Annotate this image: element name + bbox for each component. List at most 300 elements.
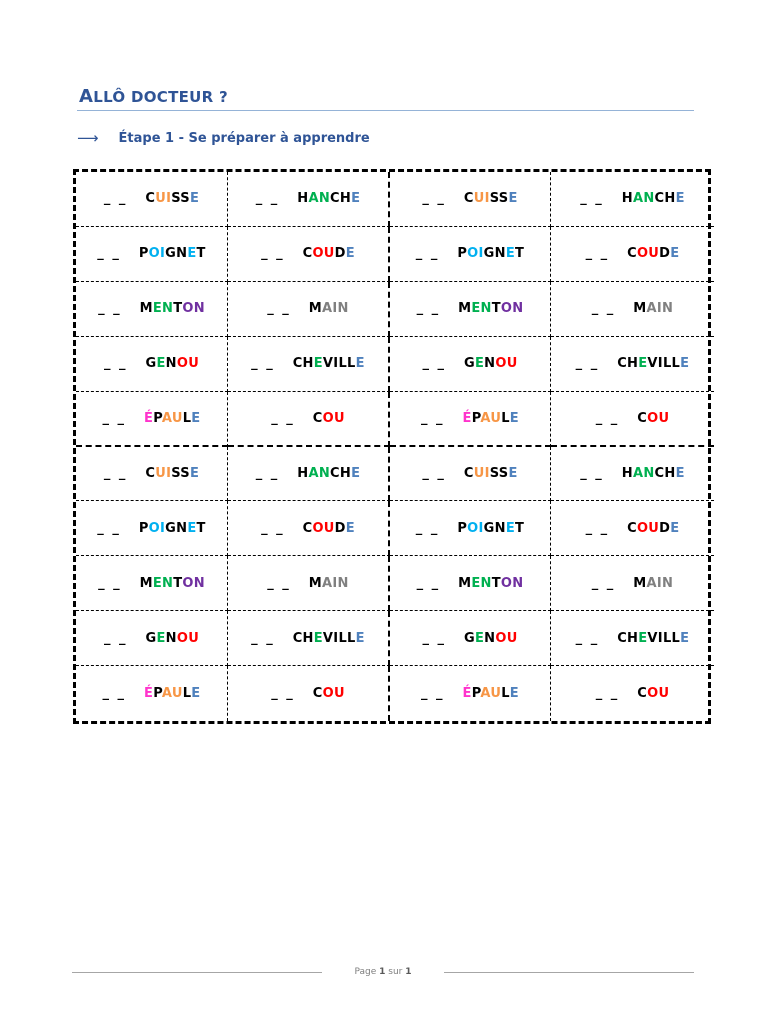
- word-label: [463, 686, 519, 701]
- word-letter: H: [302, 630, 314, 646]
- word-letter: C: [627, 246, 637, 262]
- word-letter: T: [173, 575, 183, 591]
- word-letter: E: [505, 520, 516, 536]
- word-letter: O: [148, 246, 161, 262]
- blank-line: _ _: [415, 520, 440, 536]
- word-card: [551, 282, 714, 337]
- word-letter: E: [313, 630, 323, 646]
- word-letter: O: [500, 575, 513, 591]
- word-label: [464, 356, 518, 371]
- word-letter: E: [675, 465, 685, 481]
- word-letter: C: [145, 191, 156, 207]
- word-letter: N: [643, 191, 655, 207]
- word-letter: S: [489, 191, 499, 207]
- word-card: [76, 611, 228, 666]
- word-letter: U: [333, 410, 345, 426]
- word-card: [228, 337, 390, 392]
- word-letter: U: [473, 465, 485, 481]
- word-label: [313, 411, 345, 426]
- word-letter: E: [187, 246, 197, 262]
- word-letter: N: [643, 465, 655, 481]
- word-label: [617, 631, 689, 646]
- word-letter: E: [474, 356, 485, 372]
- word-letter: M: [308, 575, 323, 591]
- blank-line: _ _: [103, 191, 128, 207]
- word-letter: A: [308, 465, 319, 481]
- word-letter: E: [680, 356, 690, 372]
- word-card-grid: [73, 169, 711, 724]
- word-letter: N: [480, 301, 492, 317]
- word-letter: M: [139, 575, 153, 591]
- word-letter: N: [494, 246, 506, 262]
- word-letter: H: [297, 191, 309, 207]
- word-letter: O: [500, 301, 513, 317]
- blank-line: _ _: [595, 686, 620, 702]
- word-letter: O: [495, 356, 507, 372]
- word-letter: O: [182, 301, 194, 317]
- word-letter: G: [463, 356, 475, 372]
- word-letter: C: [463, 465, 474, 481]
- word-letter: U: [506, 630, 518, 646]
- word-letter: L: [182, 410, 192, 426]
- word-letter: U: [506, 356, 518, 372]
- word-card: [390, 227, 551, 282]
- word-letter: L: [338, 356, 348, 372]
- word-card: [228, 666, 390, 721]
- word-letter: O: [636, 246, 649, 262]
- word-letter: A: [161, 410, 172, 426]
- word-letter: A: [308, 191, 319, 207]
- word-card: [76, 666, 228, 721]
- word-letter: L: [347, 356, 356, 372]
- word-letter: E: [471, 301, 481, 317]
- word-letter: O: [312, 520, 324, 536]
- word-letter: N: [662, 575, 674, 591]
- word-letter: M: [633, 575, 647, 591]
- word-letter: E: [680, 630, 690, 646]
- word-letter: C: [654, 191, 665, 207]
- word-letter: U: [155, 191, 167, 207]
- word-letter: S: [180, 465, 190, 481]
- word-letter: E: [152, 301, 163, 317]
- blank-line: _ _: [585, 246, 610, 262]
- word-letter: U: [490, 686, 502, 702]
- footer-rule-right: [444, 972, 694, 973]
- word-letter: C: [302, 520, 313, 536]
- word-card: [228, 282, 390, 337]
- word-card: [551, 172, 714, 227]
- word-letter: M: [633, 301, 647, 317]
- word-letter: U: [473, 191, 485, 207]
- word-letter: H: [339, 191, 352, 207]
- word-letter: N: [162, 575, 174, 591]
- word-letter: L: [338, 630, 348, 646]
- word-letter: T: [515, 246, 525, 262]
- blank-line: _ _: [267, 301, 291, 317]
- word-letter: S: [498, 191, 509, 207]
- blank-line: _ _: [421, 410, 445, 426]
- word-letter: E: [345, 246, 355, 262]
- word-letter: C: [292, 630, 303, 646]
- word-letter: E: [638, 356, 648, 372]
- word-letter: G: [165, 520, 177, 536]
- word-letter: S: [498, 465, 509, 481]
- word-label: [457, 246, 524, 261]
- blank-line: _ _: [102, 410, 127, 426]
- word-letter: O: [636, 520, 649, 536]
- blank-line: _ _: [422, 356, 446, 372]
- word-letter: E: [156, 630, 166, 646]
- word-card: [551, 447, 714, 502]
- word-letter: G: [463, 630, 475, 646]
- word-letter: E: [191, 686, 201, 702]
- word-label: [297, 466, 360, 481]
- word-letter: L: [501, 410, 510, 426]
- word-card: [390, 666, 551, 721]
- word-letter: E: [152, 575, 163, 591]
- blank-line: _ _: [251, 356, 275, 372]
- word-letter: E: [509, 410, 519, 426]
- word-card: [228, 556, 390, 611]
- word-letter: D: [659, 246, 671, 262]
- word-letter: C: [627, 520, 637, 536]
- word-letter: H: [664, 465, 676, 481]
- blank-line: _ _: [251, 630, 275, 646]
- word-letter: O: [467, 246, 479, 262]
- word-letter: E: [355, 630, 365, 646]
- blank-line: _ _: [595, 410, 620, 426]
- word-letter: U: [323, 520, 335, 536]
- word-letter: U: [188, 630, 200, 646]
- blank-line: _ _: [580, 465, 604, 481]
- word-letter: O: [322, 410, 334, 426]
- word-letter: U: [333, 686, 345, 702]
- word-letter: N: [193, 575, 205, 591]
- word-letter: L: [501, 686, 510, 702]
- word-letter: L: [662, 356, 672, 372]
- word-label: [464, 631, 518, 646]
- word-letter: L: [671, 356, 681, 372]
- word-letter: G: [165, 246, 177, 262]
- word-label: [145, 356, 199, 371]
- word-card: [390, 282, 551, 337]
- word-letter: D: [334, 520, 346, 536]
- word-letter: C: [617, 630, 628, 646]
- word-card: [76, 227, 228, 282]
- word-label: [622, 191, 685, 206]
- blank-line: _ _: [271, 410, 295, 426]
- word-letter: E: [189, 191, 200, 207]
- word-letter: N: [318, 191, 331, 207]
- word-letter: L: [671, 630, 681, 646]
- blank-line: _ _: [103, 465, 128, 481]
- word-card: [76, 172, 228, 227]
- word-card: [76, 337, 228, 392]
- word-letter: É: [462, 410, 472, 426]
- word-label: [627, 246, 679, 261]
- word-letter: U: [658, 410, 670, 426]
- word-letter: O: [467, 520, 479, 536]
- page-footer: [72, 964, 694, 980]
- page-prefix: Page: [354, 967, 377, 977]
- word-letter: E: [187, 520, 197, 536]
- blank-line: _ _: [422, 465, 446, 481]
- word-label: [458, 301, 523, 316]
- word-label: [293, 631, 365, 646]
- word-label: [145, 466, 199, 481]
- word-label: [139, 246, 206, 261]
- blank-line: _ _: [575, 630, 600, 646]
- word-letter: U: [188, 356, 200, 372]
- word-letter: C: [330, 191, 340, 207]
- word-letter: A: [646, 301, 657, 317]
- word-card: [76, 501, 228, 556]
- word-letter: U: [155, 465, 167, 481]
- word-label: [297, 191, 360, 206]
- word-letter: E: [474, 630, 485, 646]
- word-label: [293, 356, 365, 371]
- word-letter: C: [302, 246, 313, 262]
- word-label: [464, 191, 518, 206]
- word-letter: T: [491, 575, 501, 591]
- word-letter: P: [153, 686, 162, 702]
- word-label: [144, 686, 200, 701]
- word-label: [144, 411, 200, 426]
- word-card: [551, 666, 714, 721]
- step-heading: [77, 129, 370, 147]
- word-label: [457, 521, 524, 536]
- page-current: 1: [379, 967, 386, 977]
- word-label: [637, 686, 669, 701]
- word-letter: É: [144, 686, 154, 702]
- word-label: [313, 686, 345, 701]
- word-label: [633, 576, 673, 591]
- word-letter: M: [458, 301, 472, 317]
- blank-line: _ _: [591, 301, 616, 317]
- word-card: [228, 611, 390, 666]
- word-letter: U: [490, 410, 502, 426]
- word-letter: I: [160, 520, 166, 536]
- page-number: [354, 967, 411, 977]
- title-rest: LLÔ DOCTEUR ?: [93, 88, 229, 106]
- word-letter: L: [182, 686, 192, 702]
- word-letter: O: [176, 356, 189, 372]
- word-label: [622, 466, 685, 481]
- word-letter: H: [621, 191, 633, 207]
- word-letter: I: [478, 520, 484, 536]
- word-letter: A: [161, 686, 172, 702]
- word-label: [309, 301, 349, 316]
- word-letter: D: [334, 246, 346, 262]
- word-label: [463, 411, 519, 426]
- blank-line: _ _: [97, 520, 121, 536]
- word-letter: H: [621, 465, 633, 481]
- word-card: [390, 556, 551, 611]
- word-letter: C: [617, 356, 628, 372]
- word-letter: E: [351, 465, 361, 481]
- word-letter: N: [512, 301, 524, 317]
- blank-line: _ _: [591, 575, 616, 591]
- word-letter: N: [337, 575, 349, 591]
- word-letter: E: [670, 246, 680, 262]
- word-letter: S: [180, 191, 190, 207]
- word-letter: E: [345, 520, 355, 536]
- word-label: [139, 521, 206, 536]
- word-letter: I: [656, 301, 663, 317]
- word-label: [633, 301, 673, 316]
- word-letter: E: [509, 686, 519, 702]
- word-letter: N: [165, 356, 177, 372]
- word-letter: T: [491, 301, 501, 317]
- blank-line: _ _: [422, 191, 446, 207]
- word-letter: H: [627, 630, 639, 646]
- word-letter: G: [145, 630, 157, 646]
- word-letter: P: [138, 520, 149, 536]
- page-sep: sur: [388, 967, 403, 977]
- word-letter: H: [664, 191, 676, 207]
- word-label: [464, 466, 518, 481]
- word-letter: L: [662, 630, 672, 646]
- word-card: [228, 392, 390, 447]
- word-letter: C: [292, 356, 303, 372]
- word-letter: U: [648, 246, 660, 262]
- word-card: [390, 501, 551, 556]
- word-letter: P: [471, 686, 481, 702]
- word-letter: P: [138, 246, 149, 262]
- blank-line: _ _: [415, 246, 440, 262]
- word-letter: T: [196, 520, 206, 536]
- word-card: [228, 172, 390, 227]
- word-letter: O: [647, 686, 659, 702]
- word-letter: H: [627, 356, 639, 372]
- blank-line: _ _: [255, 191, 280, 207]
- word-card: [390, 172, 551, 227]
- word-letter: C: [637, 686, 648, 702]
- word-letter: C: [463, 191, 474, 207]
- word-letter: U: [323, 246, 335, 262]
- blank-line: _ _: [585, 520, 610, 536]
- word-label: [145, 631, 199, 646]
- word-letter: C: [637, 410, 648, 426]
- step-label: Étape 1 - Se préparer à apprendre: [118, 130, 370, 146]
- word-letter: E: [313, 356, 323, 372]
- arrow-icon: ⟶: [77, 129, 99, 147]
- word-letter: E: [189, 465, 200, 481]
- word-letter: M: [458, 575, 472, 591]
- word-card: [551, 227, 714, 282]
- word-card: [228, 227, 390, 282]
- word-card: [76, 282, 228, 337]
- word-letter: G: [483, 520, 495, 536]
- word-letter: I: [332, 301, 338, 317]
- blank-line: _ _: [580, 191, 604, 207]
- word-card: [551, 556, 714, 611]
- blank-line: _ _: [102, 686, 127, 702]
- word-label: [140, 301, 205, 316]
- word-letter: N: [484, 630, 496, 646]
- title-first-letter: A: [79, 86, 94, 107]
- word-card: [228, 501, 390, 556]
- word-letter: O: [176, 630, 189, 646]
- word-letter: O: [148, 520, 161, 536]
- blank-line: _ _: [575, 356, 600, 372]
- word-letter: O: [182, 575, 194, 591]
- word-letter: N: [165, 630, 177, 646]
- word-letter: T: [196, 246, 206, 262]
- blank-line: _ _: [261, 520, 285, 536]
- word-label: [309, 576, 349, 591]
- word-letter: E: [508, 465, 518, 481]
- word-letter: E: [505, 246, 516, 262]
- word-letter: I: [484, 465, 490, 481]
- blank-line: _ _: [422, 630, 446, 646]
- word-letter: I: [166, 191, 172, 207]
- word-letter: C: [145, 465, 156, 481]
- word-letter: U: [171, 686, 183, 702]
- word-letter: I: [160, 246, 166, 262]
- word-letter: P: [457, 520, 468, 536]
- word-letter: L: [347, 630, 356, 646]
- word-letter: É: [144, 410, 154, 426]
- word-letter: E: [191, 410, 201, 426]
- word-card: [76, 447, 228, 502]
- word-label: [627, 521, 679, 536]
- word-letter: O: [647, 410, 659, 426]
- word-card: [551, 337, 714, 392]
- title-underline: [77, 110, 694, 111]
- word-label: [458, 576, 523, 591]
- word-letter: T: [515, 520, 525, 536]
- word-card: [551, 501, 714, 556]
- page-total: 1: [405, 967, 412, 977]
- word-letter: E: [156, 356, 166, 372]
- word-letter: U: [658, 686, 670, 702]
- word-letter: I: [657, 356, 663, 372]
- word-letter: V: [647, 630, 658, 646]
- word-letter: P: [471, 410, 481, 426]
- word-letter: U: [171, 410, 183, 426]
- blank-line: _ _: [421, 686, 445, 702]
- word-letter: S: [489, 465, 499, 481]
- word-letter: D: [659, 520, 671, 536]
- word-label: [303, 521, 355, 536]
- word-letter: C: [654, 465, 665, 481]
- word-letter: A: [632, 465, 644, 481]
- word-letter: N: [176, 246, 188, 262]
- word-letter: T: [173, 301, 183, 317]
- word-letter: O: [312, 246, 324, 262]
- word-letter: A: [632, 191, 644, 207]
- word-letter: M: [308, 301, 323, 317]
- word-letter: S: [171, 465, 181, 481]
- word-letter: I: [484, 191, 490, 207]
- word-letter: I: [333, 630, 339, 646]
- word-letter: E: [508, 191, 518, 207]
- word-letter: N: [162, 301, 174, 317]
- word-letter: V: [647, 356, 658, 372]
- word-letter: O: [495, 630, 507, 646]
- word-letter: I: [656, 575, 663, 591]
- blank-line: _ _: [416, 575, 441, 591]
- word-letter: A: [322, 575, 333, 591]
- word-card: [390, 392, 551, 447]
- word-letter: N: [484, 356, 496, 372]
- word-letter: I: [333, 356, 339, 372]
- word-letter: N: [318, 465, 331, 481]
- blank-line: _ _: [97, 246, 121, 262]
- word-letter: V: [322, 356, 334, 372]
- word-card: [390, 611, 551, 666]
